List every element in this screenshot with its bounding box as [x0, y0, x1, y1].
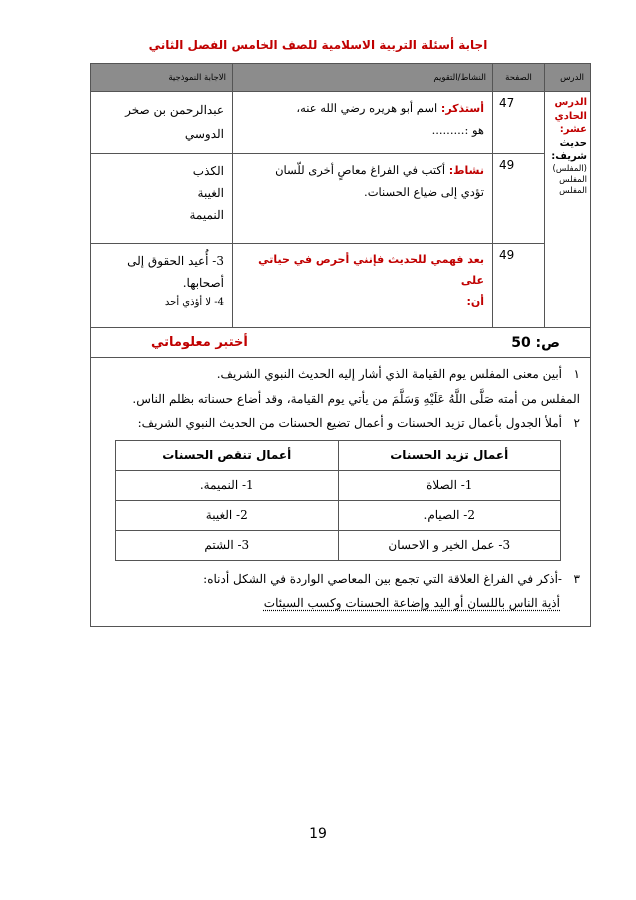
activity-cell	[233, 244, 493, 328]
question-1	[101, 362, 580, 387]
header-page: الصفحة	[493, 64, 545, 92]
section-cell	[91, 328, 591, 358]
column-decrease: أعمال تنقص الحسنات	[116, 440, 339, 470]
table-header-row	[91, 64, 591, 92]
lesson-label: حديث	[559, 137, 587, 149]
answer-line: الغيبة	[197, 186, 224, 201]
question-3	[101, 567, 580, 592]
question-text: -أذكر في الفراغ العلاقة التي تجمع بين المعاصي الواردة في الشكل أدناه:	[203, 571, 562, 586]
activity-label: أستذكر:	[440, 102, 484, 115]
question-text: أبين معنى المفلس يوم القيامة الذي أشار إليه الحديث النبوي الشريف.	[216, 367, 562, 381]
lesson-label: الدرس	[554, 97, 587, 108]
deeds-table	[115, 440, 561, 561]
table-row	[91, 154, 591, 244]
answer-line: 4- لا أؤذي أحد	[164, 297, 224, 309]
answer-text: أذية الناس باللسان أو اليد وإضاعة الحسنات وكسب السيئات	[263, 596, 560, 611]
decrease-item: 3- الشتم	[116, 530, 339, 560]
answer-line: الكذب	[192, 164, 224, 178]
activity-text: أكتب في الفراغ معاصٍ أخرى للّسان	[275, 163, 449, 177]
question-2	[101, 411, 580, 436]
answer-cell	[91, 244, 233, 328]
answer-line: 3- أُعيد الحقوق إلى	[127, 254, 224, 268]
decrease-item: 2- الغيبة	[116, 500, 339, 530]
page-number-cell: 49	[493, 154, 545, 244]
question-number: ٣	[573, 571, 580, 586]
activity-label: نشاط:	[448, 164, 484, 177]
lesson-label: المفلس	[559, 174, 587, 185]
question-number: ١	[573, 367, 580, 381]
activity-text: اسم أبو هريره رضي الله عنه،	[296, 101, 441, 115]
section-row	[91, 328, 591, 358]
lesson-label: المفلس	[559, 186, 587, 197]
page-number: 19	[309, 826, 327, 842]
activity-label: بعد فهمي للحديث فإنني أحرص في حياتي على	[258, 253, 484, 287]
increase-item: 2- الصيام.	[338, 500, 561, 530]
answer-3	[101, 591, 580, 616]
lesson-label: الحادي	[554, 110, 587, 122]
column-increase: أعمال تزيد الحسنات	[338, 440, 561, 470]
table-row	[116, 500, 561, 530]
header-activity: النشاط/التقويم	[233, 64, 493, 92]
questions-cell	[91, 358, 591, 627]
question-text: أملأ الجدول بأعمال تزيد الحسنات و أعمال تضيع الحسنات من الحديث النبوي الشريف:	[137, 416, 562, 431]
answer-line: أصحابها.	[182, 276, 224, 291]
header-lesson: الدرس	[545, 64, 591, 92]
table-row	[116, 530, 561, 560]
answer-line: النميمة	[189, 208, 224, 223]
question-number: ٢	[573, 416, 580, 431]
answer-cell	[91, 92, 233, 154]
activity-text: هو :.........	[431, 122, 484, 137]
table-row	[91, 92, 591, 154]
activity-text: أن:	[466, 294, 484, 308]
table-row	[91, 244, 591, 328]
answer-line: عبدالرحمن بن صخر	[125, 103, 224, 117]
lesson-table	[90, 63, 591, 627]
questions-row	[91, 358, 591, 627]
lesson-label: (المفلس)	[552, 163, 587, 174]
lesson-label: شريف:	[551, 151, 587, 162]
page-number-cell: 49	[493, 244, 545, 328]
section-title: أختبر معلوماتي	[151, 335, 248, 350]
activity-cell	[233, 92, 493, 154]
section-page: ص: 50	[511, 334, 560, 351]
activity-text: تؤدي إلى ضياع الحسنات.	[364, 184, 484, 199]
decrease-item: 1- النميمة.	[116, 470, 339, 500]
header-answer: الاجابة النموذجية	[91, 64, 233, 92]
lesson-label: عشر:	[559, 124, 587, 135]
activity-cell	[233, 154, 493, 244]
answer-cell	[91, 154, 233, 244]
increase-item: 3- عمل الخير و الاحسان	[338, 530, 561, 560]
page-number-cell: 47	[493, 92, 545, 154]
answer-1: المفلس من أمته صَلَّى اللَّهُ عَلَيْهِ وَسَلَّمَ من يأتي يوم القيامة، وقد أضاع حسناته بظلم الناس.	[132, 391, 580, 406]
table-row	[116, 470, 561, 500]
page-title: اجابة أسئلة التربية الاسلامية للصف الخامس الفصل الثاني	[148, 38, 488, 52]
answer-line: الدوسي	[184, 127, 224, 141]
increase-item: 1- الصلاة	[338, 470, 561, 500]
lesson-cell	[545, 92, 591, 328]
